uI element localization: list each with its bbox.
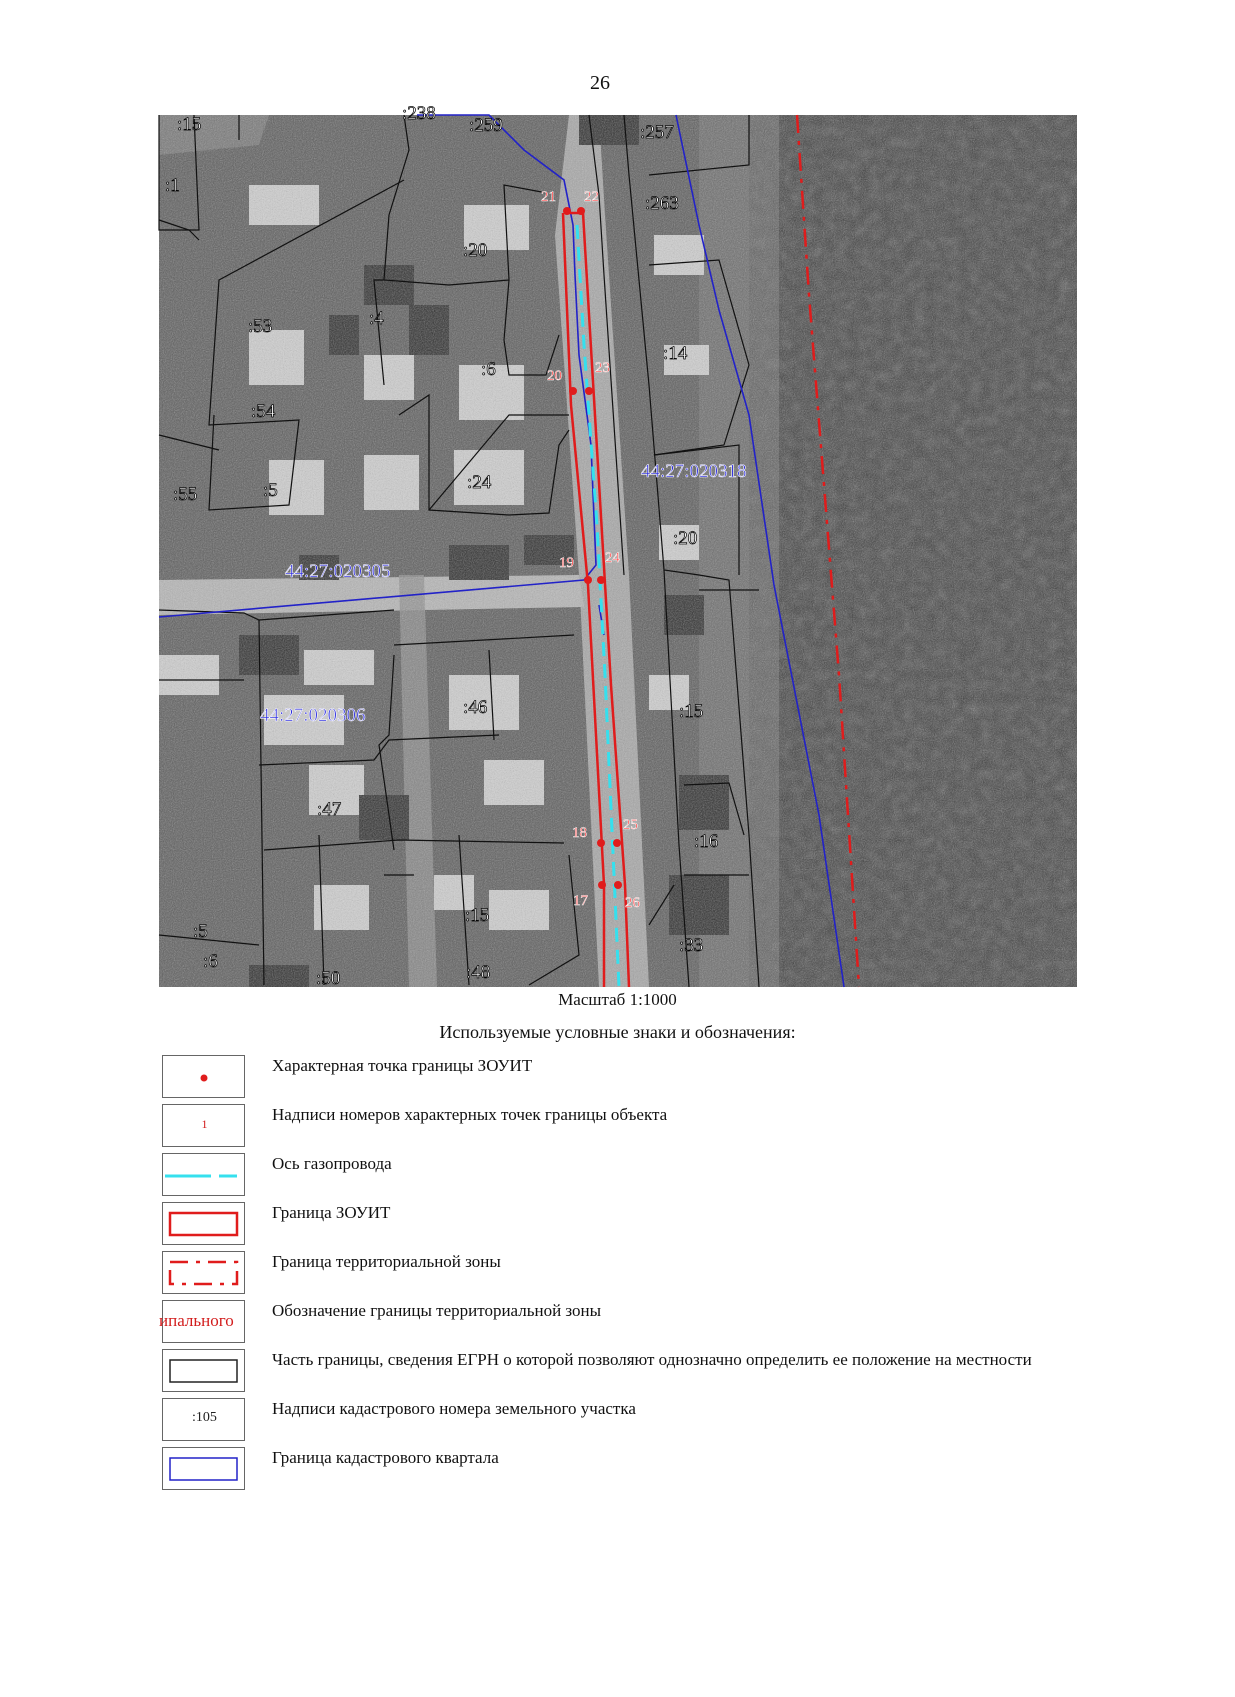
parcel-label: :6 xyxy=(203,951,218,972)
parcel-label: :1 xyxy=(165,175,180,196)
point-label: 19 xyxy=(559,555,574,571)
point-17 xyxy=(598,881,606,889)
legend-item xyxy=(162,1447,1082,1496)
parcel-label: :259 xyxy=(469,115,503,136)
red-rect-symbol xyxy=(162,1202,245,1245)
red-number-symbol xyxy=(162,1104,245,1147)
legend-title: Используемые условные знаки и обозначения: xyxy=(439,1022,796,1042)
point-22 xyxy=(577,207,585,215)
point-23 xyxy=(585,387,593,395)
legend-text: Граница кадастрового квартала xyxy=(272,1448,499,1467)
point-label: 25 xyxy=(623,817,638,833)
point-25 xyxy=(613,839,621,847)
cyan-dash-symbol xyxy=(162,1153,245,1196)
parcel-label: :4 xyxy=(369,308,384,329)
point-label: 26 xyxy=(625,895,640,911)
map-scale: Масштаб 1:1000 xyxy=(558,990,677,1009)
legend-text: Ось газопровода xyxy=(272,1154,392,1173)
legend-item xyxy=(162,1202,1082,1251)
point-label: 24 xyxy=(605,550,620,566)
legend-text: Граница территориальной зоны xyxy=(272,1252,501,1271)
parcel-label: :16 xyxy=(694,831,719,852)
black-number-symbol xyxy=(162,1398,245,1441)
legend-item xyxy=(162,1349,1082,1398)
parcel-label: :47 xyxy=(317,799,342,820)
legend-item xyxy=(162,1104,1082,1153)
legend-item xyxy=(162,1398,1082,1447)
point-label: 23 xyxy=(595,360,610,376)
parcel-label: :15 xyxy=(177,114,202,135)
point-19 xyxy=(584,576,592,584)
legend-text: Надписи кадастрового номера земельного участка xyxy=(272,1399,636,1418)
point-label: 20 xyxy=(547,368,562,384)
quarter-label: 44:27:020318 xyxy=(641,461,747,482)
red-dot-symbol xyxy=(162,1055,245,1098)
parcel-label: :54 xyxy=(251,401,276,422)
parcel-label: :20 xyxy=(463,240,488,261)
page-number: 26 xyxy=(590,72,610,94)
parcel-label: :14 xyxy=(663,343,688,364)
quarter-label: 44:27:020305 xyxy=(285,561,391,582)
legend-item xyxy=(159,1300,1082,1349)
point-18 xyxy=(597,839,605,847)
parcel-label: :6 xyxy=(481,359,496,380)
parcel-label: :15 xyxy=(465,905,490,926)
parcel-label: :5 xyxy=(263,480,278,501)
legend-text: Характерная точка границы ЗОУИТ xyxy=(272,1056,533,1075)
point-21 xyxy=(563,207,571,215)
parcel-label: :50 xyxy=(316,968,341,989)
parcel-label: :20 xyxy=(673,528,698,549)
parcel-label: :33 xyxy=(679,935,704,956)
parcel-label: :263 xyxy=(645,193,679,214)
parcel-label: :48 xyxy=(466,962,491,983)
point-label: 18 xyxy=(572,825,587,841)
legend-text: Обозначение границы территориальной зоны xyxy=(272,1301,602,1320)
legend-text: Часть границы, сведения ЕГРН о которой позволяют однозначно определить ее положение на местности xyxy=(272,1350,1032,1369)
cadastral-map xyxy=(159,103,1077,989)
parcel-label: :24 xyxy=(467,472,492,493)
legend-text: Надписи номеров характерных точек границы объекта xyxy=(272,1105,668,1124)
point-label: 21 xyxy=(541,189,556,205)
parcel-label: :53 xyxy=(248,316,273,337)
point-26 xyxy=(614,881,622,889)
point-20 xyxy=(569,387,577,395)
parcel-label: :5 xyxy=(193,921,208,942)
parcel-label: :15 xyxy=(679,701,704,722)
point-24 xyxy=(597,576,605,584)
parcel-label: :238 xyxy=(402,103,436,124)
parcel-label: :46 xyxy=(463,697,488,718)
symbol-label: :105 xyxy=(192,1410,217,1425)
black-rect-symbol xyxy=(162,1349,245,1392)
legend-text: Граница ЗОУИТ xyxy=(272,1203,391,1222)
legend-item xyxy=(162,1153,1082,1202)
symbol-label: 1 xyxy=(201,1117,208,1131)
legend-item xyxy=(162,1055,1082,1104)
red-text-symbol xyxy=(159,1300,245,1343)
parcel-label: :55 xyxy=(173,484,198,505)
legend xyxy=(159,1055,1082,1496)
legend-item xyxy=(162,1251,1082,1300)
point-label: 17 xyxy=(573,893,588,909)
blue-rect-symbol xyxy=(162,1447,245,1490)
symbol-label: ипального xyxy=(159,1311,234,1330)
point-label: 22 xyxy=(584,189,599,205)
parcel-label: :257 xyxy=(640,122,674,143)
red-dashdot-rect-symbol xyxy=(162,1251,245,1294)
quarter-label: 44:27:020306 xyxy=(260,705,366,726)
